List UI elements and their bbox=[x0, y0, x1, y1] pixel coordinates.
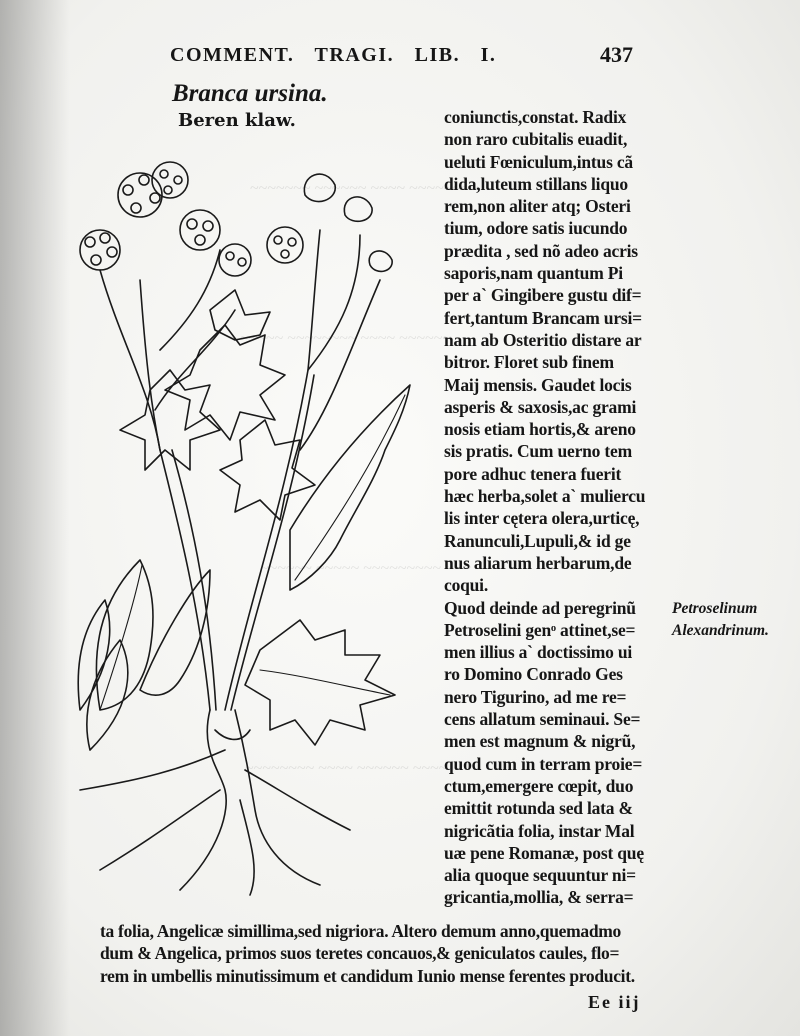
bleed-through-text: ~~~~~~~ ~~~~~~ ~~~~ ~~~~~~~~ bbox=[250, 180, 479, 197]
text-line: men illius a` doctissimo ui bbox=[444, 642, 633, 663]
text-line: Petroselini genᵒ attinet,se= bbox=[444, 619, 636, 640]
text-line: gricantia,mollia, & serra= bbox=[444, 887, 634, 908]
plant-woodcut-illustration bbox=[60, 150, 430, 900]
text-line: quod cum in terram proie= bbox=[444, 753, 643, 774]
text-line: per a` Gingibere gustu dif= bbox=[444, 285, 642, 306]
signature-mark: Ee iij bbox=[588, 992, 641, 1012]
text-line: emittit rotunda sed lata & bbox=[444, 798, 633, 819]
margin-note-line: Petroselinum bbox=[672, 600, 758, 617]
header-word: I. bbox=[480, 44, 497, 66]
text-line: tium, odore satis iucundo bbox=[444, 218, 628, 239]
umbel-flowers bbox=[80, 162, 392, 276]
text-line: nigricãtia folia, instar Mal bbox=[444, 820, 635, 841]
text-line: hæc herba,solet a` muliercu bbox=[444, 486, 646, 507]
page-number: 437 bbox=[600, 42, 633, 67]
lower-leaves bbox=[78, 560, 210, 750]
text-line: rem in umbellis minutissimum et candidum Iunio mense ferentes producit. bbox=[100, 965, 635, 986]
plant-title-latin: Branca ursina. bbox=[172, 80, 328, 107]
text-line: bitror. Floret sub finem bbox=[444, 352, 614, 373]
text-line: nus aliarum herbarum,de bbox=[444, 552, 632, 573]
text-line: Quod deinde ad peregrinũ bbox=[444, 597, 636, 618]
text-line: ta folia, Angelicæ simillima,sed nigriora. Altero demum anno,quemadmo bbox=[100, 921, 621, 941]
text-line: coqui. bbox=[444, 575, 489, 596]
text-line: rem,non aliter atq; Osteri bbox=[444, 196, 631, 217]
header-word: LIB. bbox=[414, 44, 461, 66]
text-line: uæ pene Romanæ, post quę bbox=[444, 842, 644, 863]
text-line: sis pratis. Cum uerno tem bbox=[444, 441, 632, 462]
text-line: Ranunculi,Lupuli,& id ge bbox=[444, 530, 631, 551]
plant-title-german: Beren klaw. bbox=[178, 110, 296, 131]
lower-right-leaves bbox=[245, 620, 395, 745]
text-line: coniunctis,constat. Radix bbox=[444, 107, 627, 127]
main-text-column bbox=[444, 106, 660, 909]
text-line: dida,luteum stillans liquo bbox=[444, 173, 628, 194]
text-line: saporis,nam quantum Pi bbox=[444, 263, 623, 284]
text-line: dum & Angelica, primos suos teretes concauos,& geniculatos caules, flo= bbox=[100, 943, 620, 964]
text-line: asperis & saxosis,ac grami bbox=[444, 396, 637, 417]
text-line: ctum,emergere cœpit, duo bbox=[444, 775, 634, 796]
text-line: nam ab Osteritio distare ar bbox=[444, 329, 642, 350]
text-line: non raro cubitalis euadit, bbox=[444, 129, 628, 150]
text-line: alia quoque sequuntur ni= bbox=[444, 865, 636, 886]
text-line: nero Tigurino, ad me re= bbox=[444, 686, 627, 707]
margin-note bbox=[672, 598, 769, 642]
margin-note-line: Alexandrinum. bbox=[672, 622, 769, 639]
bleed-through-text: ~~~~~~ ~~~~~ ~~~~~~~~~ ~~~ bbox=[260, 560, 472, 577]
bottom-paragraph bbox=[100, 920, 660, 987]
text-line: nosis etiam hortis,& areno bbox=[444, 419, 636, 440]
text-line: prædita , sed nõ adeo acris bbox=[444, 240, 638, 261]
text-line: cens allatum seminaui. Se= bbox=[444, 709, 641, 730]
bleed-through-text: ~~~~~ ~~~~~~~~ ~~~~ ~~~~~~ bbox=[240, 330, 452, 347]
text-line: fert,tantum Brancam ursi= bbox=[444, 307, 642, 328]
running-header bbox=[170, 44, 510, 67]
text-line: pore adhuc tenera fuerit bbox=[444, 463, 622, 484]
text-line: men est magnum & nigrũ, bbox=[444, 731, 636, 752]
header-word: TRAGI. bbox=[314, 44, 395, 66]
text-line: lis inter cętera olera,urticę, bbox=[444, 508, 640, 529]
text-line: ro Domino Conrado Ges bbox=[444, 664, 623, 685]
header-word: COMMENT. bbox=[170, 44, 295, 66]
bleed-through-text: ~~~~~~~~ ~~~~ ~~~~~~ ~~~~ bbox=[245, 760, 448, 777]
text-line: Maij mensis. Gaudet locis bbox=[444, 374, 632, 395]
text-line: ueluti Fœniculum,intus cã bbox=[444, 151, 633, 172]
